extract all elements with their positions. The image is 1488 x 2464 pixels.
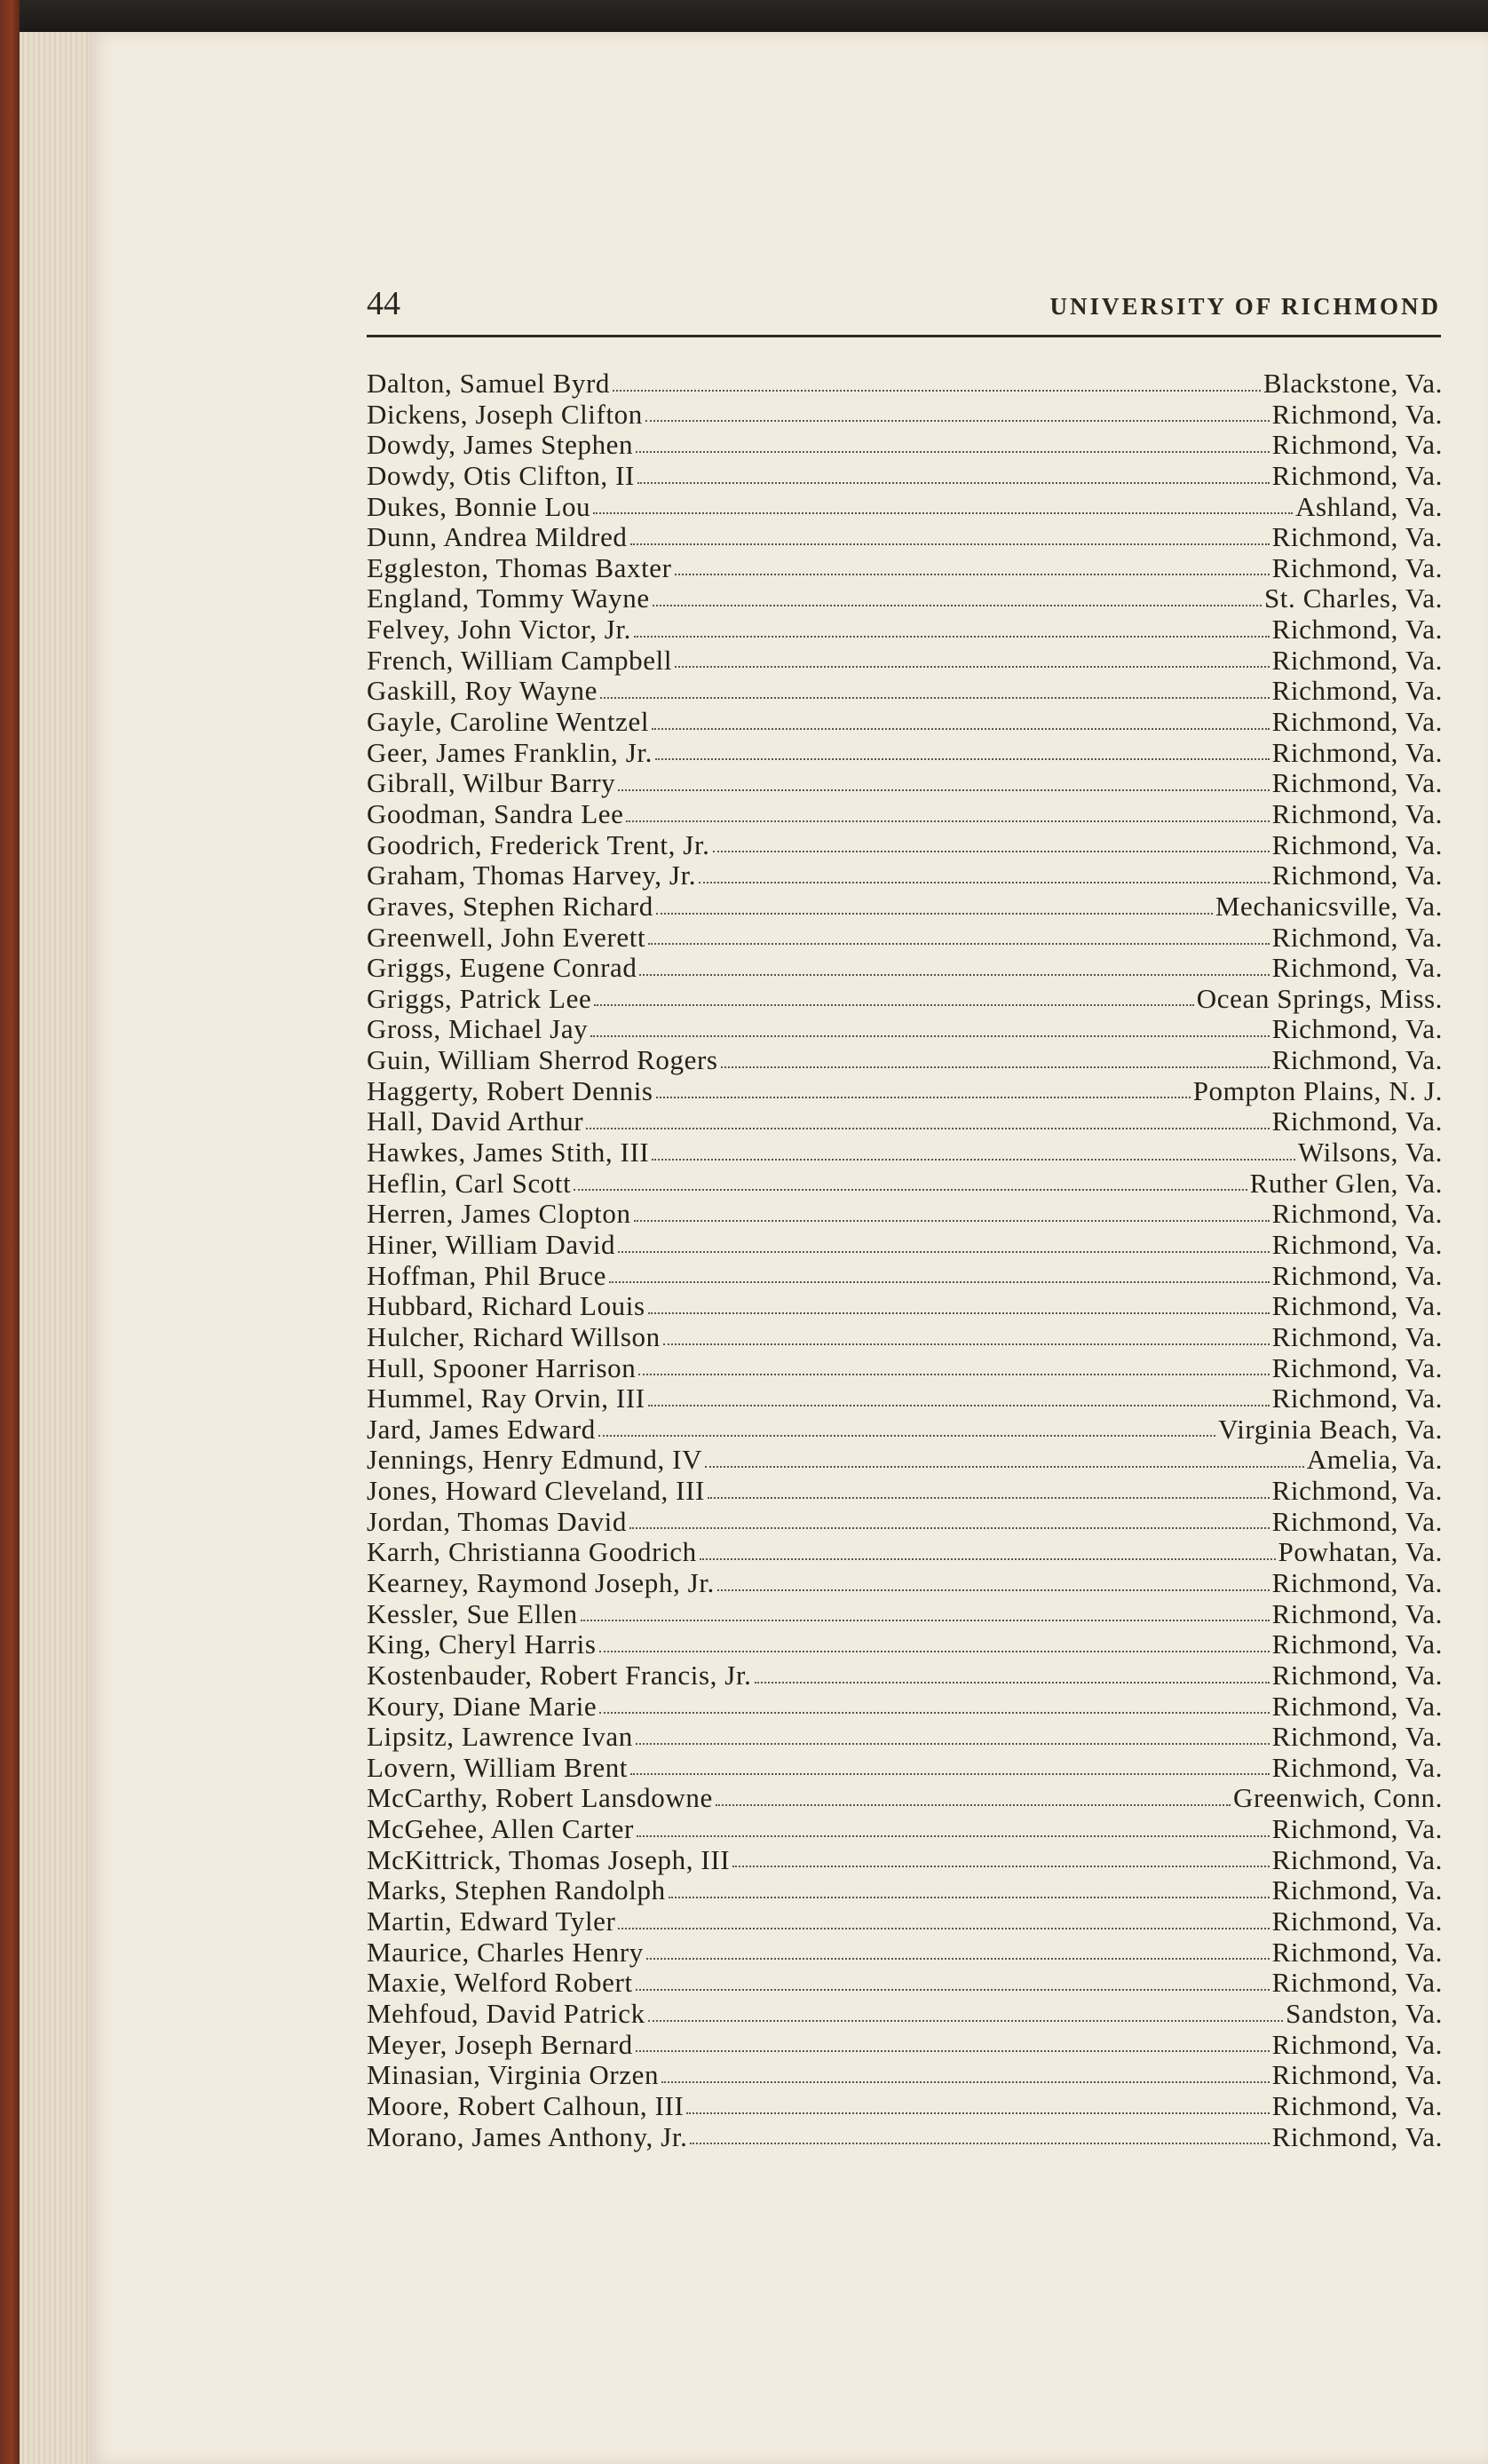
directory-entry xyxy=(367,1352,1443,1383)
student-name: French, William Campbell xyxy=(367,644,673,676)
dot-leader xyxy=(626,820,1269,822)
dot-leader xyxy=(708,1497,1270,1499)
student-name: Heflin, Carl Scott xyxy=(367,1167,572,1199)
student-name: Hawkes, James Stith, III xyxy=(367,1137,650,1169)
hometown: Richmond, Va. xyxy=(1271,2120,1443,2152)
directory-entry xyxy=(367,1075,1443,1106)
hometown: Richmond, Va. xyxy=(1271,797,1443,829)
student-name: Hoffman, Phil Bruce xyxy=(367,1259,606,1291)
student-name: Mehfoud, David Patrick xyxy=(367,1997,645,2029)
dot-leader xyxy=(656,913,1213,915)
student-name: Hall, David Arthur xyxy=(367,1105,584,1137)
student-name: Gayle, Caroline Wentzel xyxy=(367,706,650,738)
dot-leader xyxy=(705,1466,1304,1468)
hometown: Mechanicsville, Va. xyxy=(1215,890,1443,922)
dot-leader xyxy=(594,1004,1193,1006)
hometown: Richmond, Va. xyxy=(1271,1721,1443,1753)
hometown: Richmond, Va. xyxy=(1271,1874,1443,1906)
dot-leader xyxy=(648,1312,1270,1314)
dot-leader xyxy=(652,728,1270,730)
book-cover-spine xyxy=(0,0,20,2464)
dot-leader xyxy=(713,851,1270,852)
hometown: Virginia Beach, Va. xyxy=(1218,1413,1443,1445)
dot-leader xyxy=(636,1989,1270,1991)
student-name: Guin, William Sherrod Rogers xyxy=(367,1044,718,1076)
student-name: King, Cheryl Harris xyxy=(367,1628,597,1660)
student-name: McKittrick, Thomas Joseph, III xyxy=(367,1843,731,1875)
book-cover-top xyxy=(0,0,1488,36)
hometown: Richmond, Va. xyxy=(1271,767,1443,799)
dot-leader xyxy=(593,512,1293,514)
hometown: Richmond, Va. xyxy=(1271,1628,1443,1660)
dot-leader xyxy=(675,574,1270,575)
directory-entry xyxy=(367,614,1443,645)
dot-leader xyxy=(599,1712,1269,1714)
directory-entry xyxy=(367,1198,1443,1229)
hometown: Ocean Springs, Miss. xyxy=(1196,982,1443,1014)
directory-entry xyxy=(367,983,1443,1014)
dot-leader xyxy=(639,974,1269,976)
hometown: Greenwich, Conn. xyxy=(1232,1782,1443,1814)
dot-leader xyxy=(716,1804,1231,1806)
student-name: Herren, James Clopton xyxy=(367,1198,631,1230)
directory-entry xyxy=(367,952,1443,983)
student-name: Eggleston, Thomas Baxter xyxy=(367,551,672,583)
dot-leader xyxy=(646,1958,1270,1960)
student-name: Goodman, Sandra Lee xyxy=(367,797,624,829)
student-name: Jones, Howard Cleveland, III xyxy=(367,1475,705,1507)
hometown: Richmond, Va. xyxy=(1271,921,1443,953)
directory-entry xyxy=(367,1721,1443,1752)
dot-leader xyxy=(574,1189,1247,1191)
student-directory-list xyxy=(367,368,1443,2151)
directory-entry xyxy=(367,767,1443,798)
dot-leader xyxy=(636,451,1269,453)
student-name: Dowdy, James Stephen xyxy=(367,429,634,461)
dot-leader xyxy=(637,1835,1270,1837)
student-name: Kearney, Raymond Joseph, Jr. xyxy=(367,1566,715,1598)
dot-leader xyxy=(609,1281,1270,1283)
hometown: Richmond, Va. xyxy=(1271,1259,1443,1291)
dot-leader xyxy=(590,1035,1269,1037)
dot-leader xyxy=(686,2112,1269,2114)
hometown: St. Charles, Va. xyxy=(1263,582,1443,614)
directory-entry xyxy=(367,1660,1443,1691)
directory-entry xyxy=(367,1937,1443,1968)
directory-entry xyxy=(367,829,1443,860)
hometown: Powhatan, Va. xyxy=(1278,1536,1443,1568)
hometown: Richmond, Va. xyxy=(1271,1351,1443,1383)
student-name: Geer, James Franklin, Jr. xyxy=(367,736,653,768)
dot-leader xyxy=(648,1405,1270,1406)
student-name: Graves, Stephen Richard xyxy=(367,890,653,922)
directory-entry xyxy=(367,1506,1443,1537)
dot-leader xyxy=(653,605,1262,606)
student-name: Jennings, Henry Edmund, IV xyxy=(367,1444,703,1476)
directory-entry xyxy=(367,1752,1443,1783)
dot-leader xyxy=(630,543,1270,545)
hometown: Richmond, Va. xyxy=(1271,1843,1443,1875)
student-name: Hull, Spooner Harrison xyxy=(367,1351,637,1383)
directory-entry xyxy=(367,891,1443,922)
hometown: Richmond, Va. xyxy=(1271,2089,1443,2121)
dot-leader xyxy=(699,882,1269,883)
student-name: Lovern, William Brent xyxy=(367,1751,629,1783)
dot-leader xyxy=(618,789,1269,791)
hometown: Richmond, Va. xyxy=(1271,1566,1443,1598)
hometown: Richmond, Va. xyxy=(1271,1905,1443,1937)
student-name: Dowdy, Otis Clifton, II xyxy=(367,459,635,491)
hometown: Richmond, Va. xyxy=(1271,1475,1443,1507)
dot-leader xyxy=(634,1220,1270,1222)
hometown: Ashland, Va. xyxy=(1295,490,1443,522)
dot-leader xyxy=(675,666,1270,668)
student-name: Maurice, Charles Henry xyxy=(367,1936,644,1968)
hometown: Blackstone, Va. xyxy=(1262,368,1443,399)
hometown: Richmond, Va. xyxy=(1271,1198,1443,1230)
hometown: Ruther Glen, Va. xyxy=(1249,1167,1443,1199)
directory-entry xyxy=(367,1998,1443,2029)
student-name: Felvey, John Victor, Jr. xyxy=(367,614,632,646)
directory-entry xyxy=(367,1444,1443,1475)
directory-entry xyxy=(367,1782,1443,1813)
dot-leader xyxy=(648,943,1269,945)
hometown: Richmond, Va. xyxy=(1271,459,1443,491)
dot-leader xyxy=(755,1682,1270,1684)
dot-leader xyxy=(638,1374,1269,1375)
directory-entry xyxy=(367,2121,1443,2152)
student-name: Griggs, Patrick Lee xyxy=(367,982,592,1014)
dot-leader xyxy=(652,1159,1295,1161)
directory-entry xyxy=(367,1168,1443,1199)
dot-leader xyxy=(598,1435,1215,1437)
directory-entry xyxy=(367,1260,1443,1291)
student-name: Dickens, Joseph Clifton xyxy=(367,398,643,430)
directory-entry xyxy=(367,491,1443,522)
directory-entry xyxy=(367,1229,1443,1260)
student-name: Gross, Michael Jay xyxy=(367,1013,589,1045)
student-name: Hiner, William David xyxy=(367,1228,616,1260)
dot-leader xyxy=(599,1651,1270,1652)
student-name: Karrh, Christianna Goodrich xyxy=(367,1536,697,1568)
student-name: Jard, James Edward xyxy=(367,1413,596,1445)
student-name: Meyer, Joseph Bernard xyxy=(367,2028,633,2060)
hometown: Richmond, Va. xyxy=(1271,1383,1443,1414)
directory-entry xyxy=(367,860,1443,891)
directory-entry xyxy=(367,1844,1443,1875)
student-name: Maxie, Welford Robert xyxy=(367,1967,633,1999)
hometown: Richmond, Va. xyxy=(1271,952,1443,984)
student-name: Hulcher, Richard Willson xyxy=(367,1320,661,1352)
student-name: Martin, Edward Tyler xyxy=(367,1905,616,1937)
dot-leader xyxy=(636,2050,1270,2052)
student-name: Moore, Robert Calhoun, III xyxy=(367,2089,685,2121)
dot-leader xyxy=(717,1589,1270,1591)
hometown: Richmond, Va. xyxy=(1271,1013,1443,1045)
dot-leader xyxy=(669,1897,1270,1898)
directory-entry xyxy=(367,2029,1443,2060)
student-name: Haggerty, Robert Dennis xyxy=(367,1074,653,1106)
student-name: Morano, James Anthony, Jr. xyxy=(367,2120,688,2152)
directory-entry xyxy=(367,2059,1443,2090)
student-name: Greenwell, John Everett xyxy=(367,921,646,953)
directory-entry xyxy=(367,737,1443,768)
page-number: 44 xyxy=(367,285,400,322)
dot-leader xyxy=(721,1066,1270,1068)
dot-leader xyxy=(629,1527,1270,1529)
directory-entry xyxy=(367,1475,1443,1506)
student-name: Hummel, Ray Orvin, III xyxy=(367,1383,645,1414)
directory-entry xyxy=(367,1813,1443,1844)
hometown: Richmond, Va. xyxy=(1271,1228,1443,1260)
hometown: Richmond, Va. xyxy=(1271,398,1443,430)
directory-entry xyxy=(367,1874,1443,1905)
dot-leader xyxy=(656,1097,1191,1098)
hometown: Richmond, Va. xyxy=(1271,1936,1443,1968)
hometown: Richmond, Va. xyxy=(1271,675,1443,707)
hometown: Sandston, Va. xyxy=(1286,1997,1443,2029)
directory-entry xyxy=(367,1321,1443,1352)
hometown: Richmond, Va. xyxy=(1271,2028,1443,2060)
directory-entry xyxy=(367,399,1443,430)
header-rule xyxy=(367,335,1441,337)
directory-entry xyxy=(367,675,1443,706)
directory-entry xyxy=(367,922,1443,953)
hometown: Richmond, Va. xyxy=(1271,2059,1443,2091)
student-name: Gibrall, Wilbur Barry xyxy=(367,767,616,799)
student-name: Hubbard, Richard Louis xyxy=(367,1290,645,1322)
student-name: Griggs, Eugene Conrad xyxy=(367,952,637,984)
student-name: Kessler, Sue Ellen xyxy=(367,1597,578,1629)
student-name: McGehee, Allen Carter xyxy=(367,1813,634,1845)
directory-entry xyxy=(367,2090,1443,2121)
student-name: Dunn, Andrea Mildred xyxy=(367,521,628,553)
dot-leader xyxy=(648,2020,1283,2022)
dot-leader xyxy=(581,1620,1270,1621)
hometown: Richmond, Va. xyxy=(1271,644,1443,676)
directory-entry xyxy=(367,1691,1443,1722)
hometown: Pompton Plains, N. J. xyxy=(1192,1074,1443,1106)
dot-leader xyxy=(690,2143,1269,2144)
student-name: Jordan, Thomas David xyxy=(367,1505,627,1537)
directory-entry xyxy=(367,1290,1443,1321)
directory-entry xyxy=(367,521,1443,552)
hometown: Richmond, Va. xyxy=(1271,1320,1443,1352)
dot-leader xyxy=(663,1343,1270,1345)
running-head xyxy=(367,284,1441,337)
directory-entry xyxy=(367,368,1443,399)
hometown: Richmond, Va. xyxy=(1271,1290,1443,1322)
hometown: Richmond, Va. xyxy=(1271,1813,1443,1845)
dot-leader xyxy=(637,482,1270,484)
student-name: Minasian, Virginia Orzen xyxy=(367,2059,660,2091)
student-name: Kostenbauder, Robert Francis, Jr. xyxy=(367,1659,752,1691)
directory-entry xyxy=(367,1536,1443,1567)
directory-entry xyxy=(367,1598,1443,1629)
dot-leader xyxy=(586,1128,1270,1129)
directory-entry xyxy=(367,1905,1443,1937)
hometown: Richmond, Va. xyxy=(1271,860,1443,891)
student-name: Goodrich, Frederick Trent, Jr. xyxy=(367,828,710,860)
hometown: Amelia, Va. xyxy=(1306,1444,1443,1476)
hometown: Richmond, Va. xyxy=(1271,1690,1443,1722)
dot-leader xyxy=(600,697,1270,699)
running-title: UNIVERSITY OF RICHMOND xyxy=(1049,293,1441,320)
directory-entry xyxy=(367,1567,1443,1598)
hometown: Richmond, Va. xyxy=(1271,736,1443,768)
hometown: Richmond, Va. xyxy=(1271,551,1443,583)
page-edges xyxy=(20,32,99,2464)
directory-entry xyxy=(367,1105,1443,1137)
hometown: Richmond, Va. xyxy=(1271,429,1443,461)
directory-entry xyxy=(367,1044,1443,1075)
student-name: England, Tommy Wayne xyxy=(367,582,650,614)
dot-leader xyxy=(618,1251,1269,1253)
directory-entry xyxy=(367,552,1443,583)
directory-entry xyxy=(367,645,1443,676)
student-name: Gaskill, Roy Wayne xyxy=(367,675,598,707)
hometown: Wilsons, Va. xyxy=(1298,1137,1443,1169)
hometown: Richmond, Va. xyxy=(1271,828,1443,860)
dot-leader xyxy=(618,1928,1269,1929)
dot-leader xyxy=(634,636,1270,638)
hometown: Richmond, Va. xyxy=(1271,1751,1443,1783)
hometown: Richmond, Va. xyxy=(1271,1105,1443,1137)
dot-leader xyxy=(645,420,1270,422)
hometown: Richmond, Va. xyxy=(1271,1044,1443,1076)
hometown: Richmond, Va. xyxy=(1271,521,1443,553)
directory-entry xyxy=(367,1383,1443,1414)
dot-leader xyxy=(636,1743,1270,1745)
directory-entry xyxy=(367,1137,1443,1168)
hometown: Richmond, Va. xyxy=(1271,1659,1443,1691)
dot-leader xyxy=(630,1773,1270,1775)
directory-entry xyxy=(367,706,1443,737)
directory-entry xyxy=(367,582,1443,614)
directory-entry xyxy=(367,1013,1443,1044)
directory-entry xyxy=(367,429,1443,460)
student-name: Lipsitz, Lawrence Ivan xyxy=(367,1721,633,1753)
directory-entry xyxy=(367,1967,1443,1998)
student-name: Marks, Stephen Randolph xyxy=(367,1874,666,1906)
directory-entry xyxy=(367,1414,1443,1445)
student-name: Graham, Thomas Harvey, Jr. xyxy=(367,860,697,891)
hometown: Richmond, Va. xyxy=(1271,614,1443,646)
student-name: Dukes, Bonnie Lou xyxy=(367,490,591,522)
student-name: Koury, Diane Marie xyxy=(367,1690,598,1722)
hometown: Richmond, Va. xyxy=(1271,1967,1443,1999)
student-name: Dalton, Samuel Byrd xyxy=(367,368,611,399)
dot-leader xyxy=(655,758,1270,760)
dot-leader xyxy=(661,2081,1270,2083)
dot-leader xyxy=(732,1866,1269,1867)
hometown: Richmond, Va. xyxy=(1271,1597,1443,1629)
directory-entry xyxy=(367,460,1443,491)
dot-leader xyxy=(700,1558,1276,1560)
directory-entry xyxy=(367,1628,1443,1660)
hometown: Richmond, Va. xyxy=(1271,706,1443,738)
dot-leader xyxy=(613,390,1261,392)
student-name: McCarthy, Robert Lansdowne xyxy=(367,1782,713,1814)
hometown: Richmond, Va. xyxy=(1271,1505,1443,1537)
directory-entry xyxy=(367,798,1443,829)
